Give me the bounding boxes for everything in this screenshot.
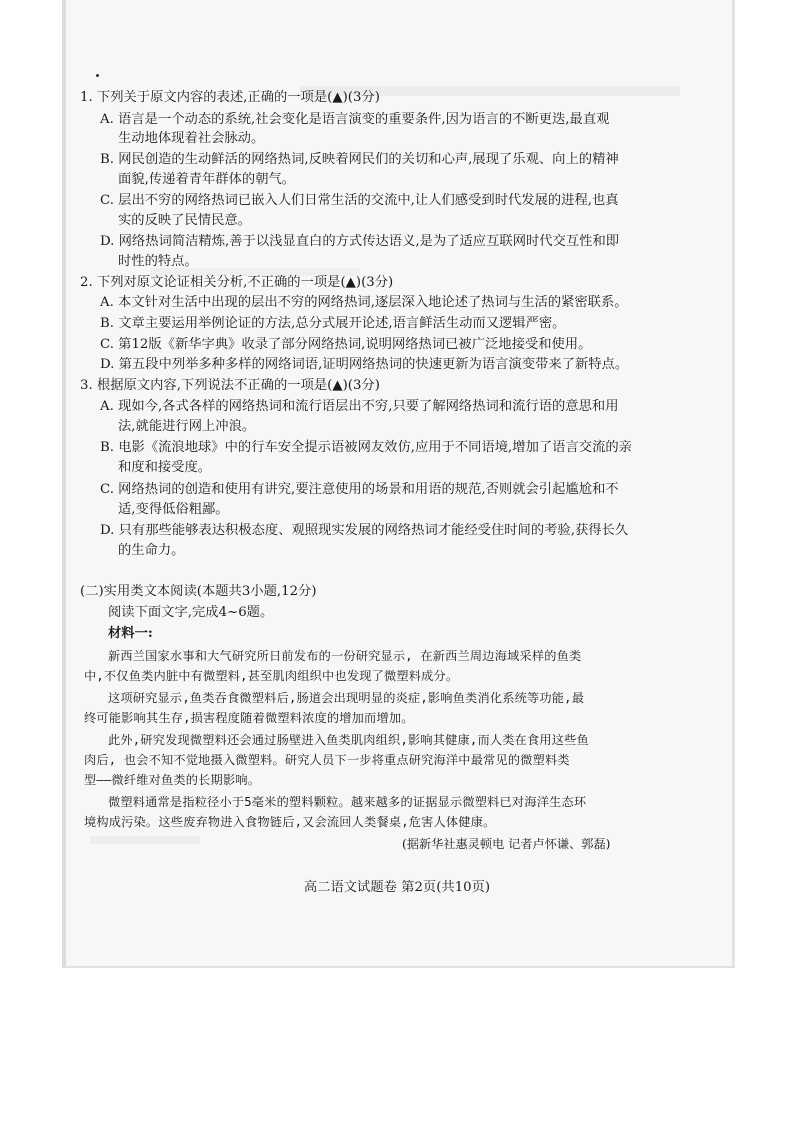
question-1-stem: 1. 下列关于原文内容的表述,正确的一项是(▲)(3分) <box>80 90 380 105</box>
question-3-stem: 3. 根据原文内容,下列说法不正确的一项是(▲)(3分) <box>80 378 380 393</box>
question-2-stem: 2. 下列对原文论证相关分析,不正确的一项是(▲)(3分) <box>80 275 394 290</box>
material-paragraph-1-cont: 中,不仅鱼类内脏中有微塑料,甚至肌肉组织中也发现了微塑料成分。 <box>84 669 459 683</box>
question-1-option-b: B. 网民创造的生动鲜活的网络热词,反映着网民们的关切和心声,展现了乐观、向上的精神 <box>100 152 619 167</box>
question-3-option-b: B. 电影《流浪地球》中的行车安全提示语被网友效仿,应用于不同语境,增加了语言交流的亲 <box>100 440 632 455</box>
question-1-option-a: A. 语言是一个动态的系统,社会变化是语言演变的重要条件,因为语言的不断更迭,最直观 <box>100 112 610 127</box>
question-3-option-c-cont: 适,变得低俗粗鄙。 <box>118 502 229 517</box>
material-paragraph-1: 新西兰国家水事和大气研究所日前发布的一份研究显示, 在新西兰周边海域采样的鱼类 <box>108 649 582 663</box>
material-paragraph-2: 这项研究显示,鱼类吞食微塑料后,肠道会出现明显的炎症,影响鱼类消化系统等功能,最 <box>108 691 585 705</box>
question-2-option-b: B. 文章主要运用举例论证的方法,总分式展开论述,语言鲜活生动而又逻辑严密。 <box>100 316 566 331</box>
material-label: 材料一: <box>108 626 153 641</box>
question-2-option-c: C. 第12版《新华字典》收录了部分网络热词,说明网络热词已被广泛地接受和使用。 <box>100 337 592 352</box>
question-3-option-c: C. 网络热词的创造和使用有讲究,要注意使用的场景和用语的规范,否则就会引起尴尬和不 <box>100 482 619 497</box>
question-3-option-d: D. 只有那些能够表达积极态度、观照现实发展的网络热词才能经受住时间的考验,获得长久 <box>100 523 629 538</box>
material-paragraph-3-cont: 肉后, 也会不知不觉地摄入微塑料。研究人员下一步将重点研究海洋中最常见的微塑料类 <box>84 753 570 767</box>
scan-left-edge <box>62 0 66 968</box>
section-heading: (二)实用类文本阅读(本题共3小题,12分) <box>80 584 317 599</box>
question-2-option-d: D. 第五段中列举多种多样的网络词语,证明网络热词的快速更新为语言演变带来了新特点。 <box>100 357 629 372</box>
question-1-option-a-cont: 生动地体现着社会脉动。 <box>118 131 265 146</box>
scan-right-edge <box>732 0 735 968</box>
material-paragraph-4-cont: 境构成污染。这些废弃物进入食物链后,又会流回人类餐桌,危害人体健康。 <box>84 815 496 829</box>
scan-speck <box>96 74 99 77</box>
question-2-option-a: A. 本文针对生活中出现的层出不穷的网络热词,逐层深入地论述了热词与生活的紧密联系。 <box>100 295 628 310</box>
material-paragraph-3-cont: 型——微纤维对鱼类的长期影响。 <box>84 773 261 787</box>
material-paragraph-4: 微塑料通常是指粒径小于5毫米的塑料颗粒。越来越多的证据显示微塑料已对海洋生态环 <box>108 795 587 809</box>
question-1-option-d-cont: 时性的特点。 <box>118 254 198 269</box>
question-3-option-d-cont: 的生命力。 <box>118 543 185 558</box>
question-1-option-d: D. 网络热词简洁精炼,善于以浅显直白的方式传达语义,是为了适应互联网时代交互性和即 <box>100 234 620 249</box>
reading-instruction: 阅读下面文字,完成4~6题。 <box>108 605 274 620</box>
page-footer: 高二语文试题卷 第2页(共10页) <box>303 880 491 895</box>
material-paragraph-2-cont: 终可能影响其生存,损害程度随着微塑料浓度的增加而增加。 <box>84 711 414 725</box>
question-3-option-b-cont: 和度和接受度。 <box>118 460 212 475</box>
scan-bottom-edge <box>62 966 735 968</box>
question-1-option-c-cont: 实的反映了民情民意。 <box>118 213 251 228</box>
material-paragraph-3: 此外,研究发现微塑料还会通过肠壁进入鱼类肌肉组织,影响其健康,而人类在食用这些鱼 <box>108 733 589 747</box>
question-1-option-b-cont: 面貌,传递着青年群体的朝气。 <box>118 172 296 187</box>
question-1-option-c: C. 层出不穷的网络热词已嵌入人们日常生活的交流中,让人们感受到时代发展的进程,也真 <box>100 193 619 208</box>
question-3-option-a: A. 现如今,各式各样的网络热词和流行语层出不穷,只要了解网络热词和流行语的意思和用 <box>100 399 619 414</box>
news-source: (据新华社惠灵顿电 记者卢怀谦、郭磊) <box>402 837 611 851</box>
bleed-through-mark <box>90 836 200 844</box>
question-3-option-a-cont: 法,就能进行网上冲浪。 <box>118 419 256 434</box>
